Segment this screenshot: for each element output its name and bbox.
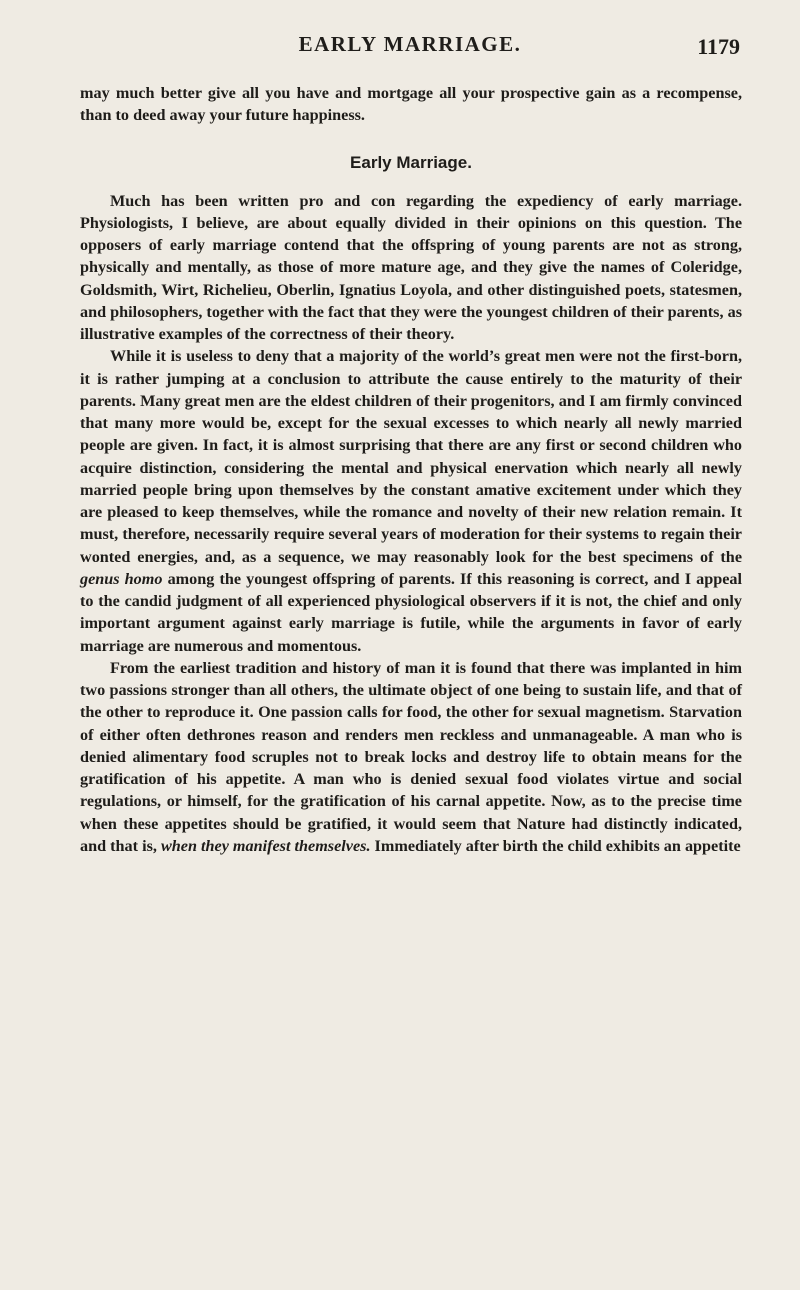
intro-paragraph: may much better give all you have and mortgage all your prospective gain as a recompense, than to deed away your future happiness. [80, 84, 742, 125]
paragraph-3-text-b: Immediately after birth the child exhibits an appetite [374, 836, 741, 855]
paragraph-3-italic: when they manifest themselves. [160, 836, 371, 855]
paragraph-2-text-a: While it is useless to deny that a majority of the world’s great men were not the first-born, it is rather jumping at a conclusion to attribute the cause entirely to the maturity of their parents. Many great men are the eldest children of their progenitors, and I am firmly convinced that many more would be, except for the sexual excesses to which nearly all newly married people are given. In fact, it is almost surprising that there are any first or second children who acquire distinction, considering the mental and physical enervation which nearly all newly married people bring upon themselves by the constant amative excitement under which they are pleased to keep themselves, while the romance and novelty of their new relation remain. It must, therefore, necessarily require several years of moderation for their systems to regain their wonted energies, and, as a sequence, we may reasonably look for the best specimens of the [80, 347, 742, 566]
page-number: 1179 [697, 34, 740, 59]
paragraph-3-text-a: From the earliest tradition and history of man it is found that there was implanted in him two passions stronger than all others, the ultimate object of one being to sustain life, and that of the other to reproduce it. One passion calls for food, the other for sexual magnetism. Starvation of either often dethrones reason and renders men reckless and unmanageable. A man who is denied alimentary food scruples not to break locks and destroy life to obtain means for the gratification of his appetite. A man who is denied sexual food violates virtue and social regulations, or himself, for the gratification of his carnal appetite. Now, as to the precise time when these appetites should be gratified, it would seem that Nature had distinctly indicated, and that is, [80, 658, 742, 855]
paragraph-2-text-b: among the youngest offspring of parents. If this reasoning is correct, and I appeal to the candid judgment of all experienced physiological observers if it is not, the chief and only important argument against early marriage is futile, while the arguments in favor of early marriage are numerous and momentous. [80, 569, 742, 655]
running-title: EARLY MARRIAGE. [298, 32, 522, 56]
paragraph-1: Much has been written pro and con regarding the expediency of early marriage. Physiologists, I believe, are about equally divided in their opinions on this question. The opposers of early marriage contend that the offspring of young parents are not as strong, physically and mentally, as those of more mature age, and they give the names of Coleridge, Goldsmith, Wirt, Richelieu, Oberlin, Ignatius Loyola, and other distinguished poets, statesmen, and philosophers, together with the fact that they were the youngest children of their parents, as illustrative examples of the correctness of their theory. [80, 191, 742, 343]
paragraph-2-italic: genus homo [80, 569, 163, 588]
running-head [80, 20, 740, 60]
section-heading: Early Marriage. [350, 152, 472, 172]
paragraph-2 [80, 345, 742, 657]
paragraph-3 [80, 657, 742, 857]
page-content [80, 82, 742, 857]
